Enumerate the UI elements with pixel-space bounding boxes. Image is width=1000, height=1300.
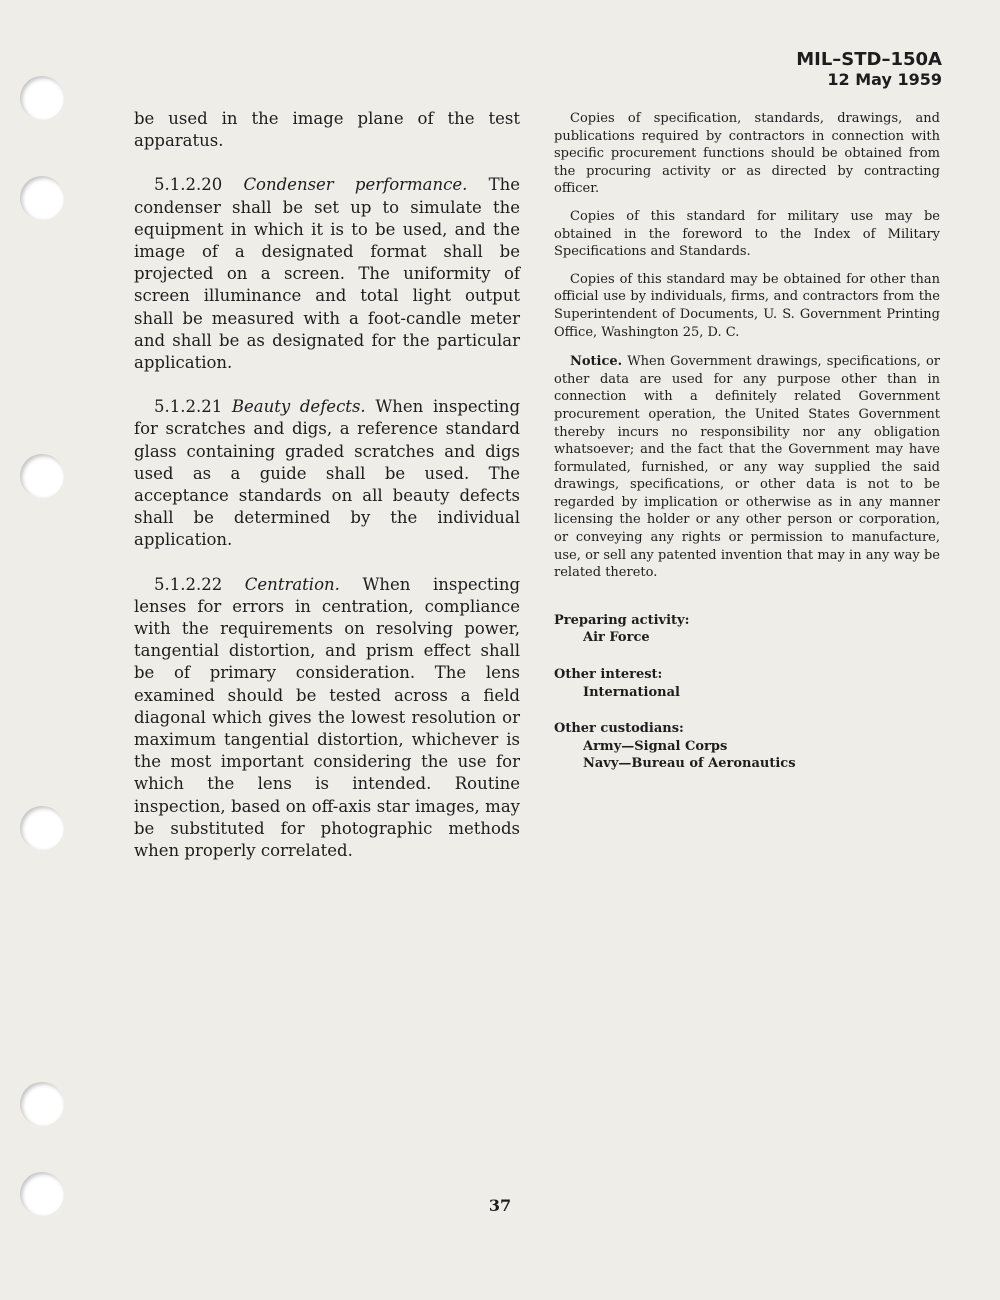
binder-hole bbox=[20, 76, 64, 120]
section-5-1-2-22 bbox=[134, 574, 520, 863]
section-body: The condenser shall be set up to simulate the equipment in which it is to be used, and the image of a designated format shall be projected on a screen. The uniformity of screen illuminance and total light output shall be measured with a foot-candle meter and shall be as designated for the particular application. bbox=[134, 175, 521, 373]
binder-hole bbox=[20, 454, 64, 498]
section-title: Condenser performance. bbox=[243, 175, 468, 195]
notice-paragraph bbox=[554, 353, 940, 582]
binder-hole bbox=[20, 176, 64, 220]
other-custodians-label: Other custodians: bbox=[554, 721, 684, 737]
other-interest-label: Other interest: bbox=[554, 667, 663, 683]
copies-military-paragraph: Copies of this standard for military use may be obtained in the foreword to the Index of Military Specifications and Standards. bbox=[554, 208, 940, 260]
right-column bbox=[554, 110, 940, 792]
custodian-navy: Navy—Bureau of Aeronautics bbox=[583, 756, 796, 772]
section-number: 5.1.2.22 bbox=[154, 574, 223, 594]
section-5-1-2-21 bbox=[134, 396, 520, 551]
binder-hole bbox=[20, 1082, 64, 1126]
page-number: 37 bbox=[488, 1196, 512, 1215]
preparing-activity-label: Preparing activity: bbox=[554, 612, 690, 628]
other-custodians bbox=[554, 720, 940, 773]
custodian-block bbox=[554, 612, 940, 773]
preparing-activity-value: Air Force bbox=[583, 630, 650, 646]
section-5-1-2-20 bbox=[134, 174, 520, 374]
preparing-activity bbox=[554, 612, 940, 647]
notice-body: When Government drawings, specifications, or other data are used for any purpose other than in connection with a definitely related Government procurement operation, the United States Government thereby incurs no responsibility nor any obligation whatsoever; and the fact that the Government may have formulated, furnished, or any way supplied the said drawings, specifications, or other data is not to be regarded by implication or otherwise as in any manner licensing the holder or any other person or corporation, or conveying any rights or permission to manufacture, use, or sell any patented invention that may in any way be related thereto. bbox=[554, 354, 940, 581]
custodian-army: Army—Signal Corps bbox=[583, 738, 728, 754]
document-date: 12 May 1959 bbox=[827, 70, 942, 89]
section-title: Beauty defects. bbox=[231, 397, 366, 417]
other-interest-value: International bbox=[583, 684, 680, 700]
carryover-paragraph: be used in the image plane of the test apparatus. bbox=[134, 109, 520, 151]
section-body: When inspecting for scratches and digs, a reference standard glass containing graded scratches and digs used as a guide shall be used. The acceptance standards on all beauty defects shall be determined by the individual application. bbox=[134, 397, 521, 550]
section-title: Centration. bbox=[244, 574, 340, 594]
copies-other-paragraph: Copies of this standard may be obtained for other than official use by individuals, firms, and contractors from the Superintendent of Documents, U. S. Government Printing Office, Washington 25, D. C. bbox=[554, 271, 940, 340]
section-number: 5.1.2.20 bbox=[154, 175, 223, 195]
left-column bbox=[134, 108, 520, 884]
section-body: When inspecting lenses for errors in centration, compliance with the requirements on resolving power, tangential distortion, and prism effect shall be of primary consideration. The lens examined should be tested across a field diagonal which gives the lowest resolution or maximum tangential distortion, whichever is the most important considering the use for which the lens is intended. Routine inspection, based on off-axis star images, may be substituted for photographic methods when properly correlated. bbox=[134, 574, 521, 861]
binder-hole bbox=[20, 806, 64, 850]
copies-procurement-paragraph: Copies of specification, standards, drawings, and publications required by contractors in connection with specific procurement functions should be obtained from the procuring activity or as directed by contracting officer. bbox=[554, 111, 940, 197]
notice-lead: Notice. bbox=[570, 354, 623, 370]
section-number: 5.1.2.21 bbox=[154, 397, 223, 417]
other-interest bbox=[554, 666, 940, 701]
page-header bbox=[796, 50, 942, 90]
document-id: MIL–STD–150A bbox=[796, 49, 942, 70]
